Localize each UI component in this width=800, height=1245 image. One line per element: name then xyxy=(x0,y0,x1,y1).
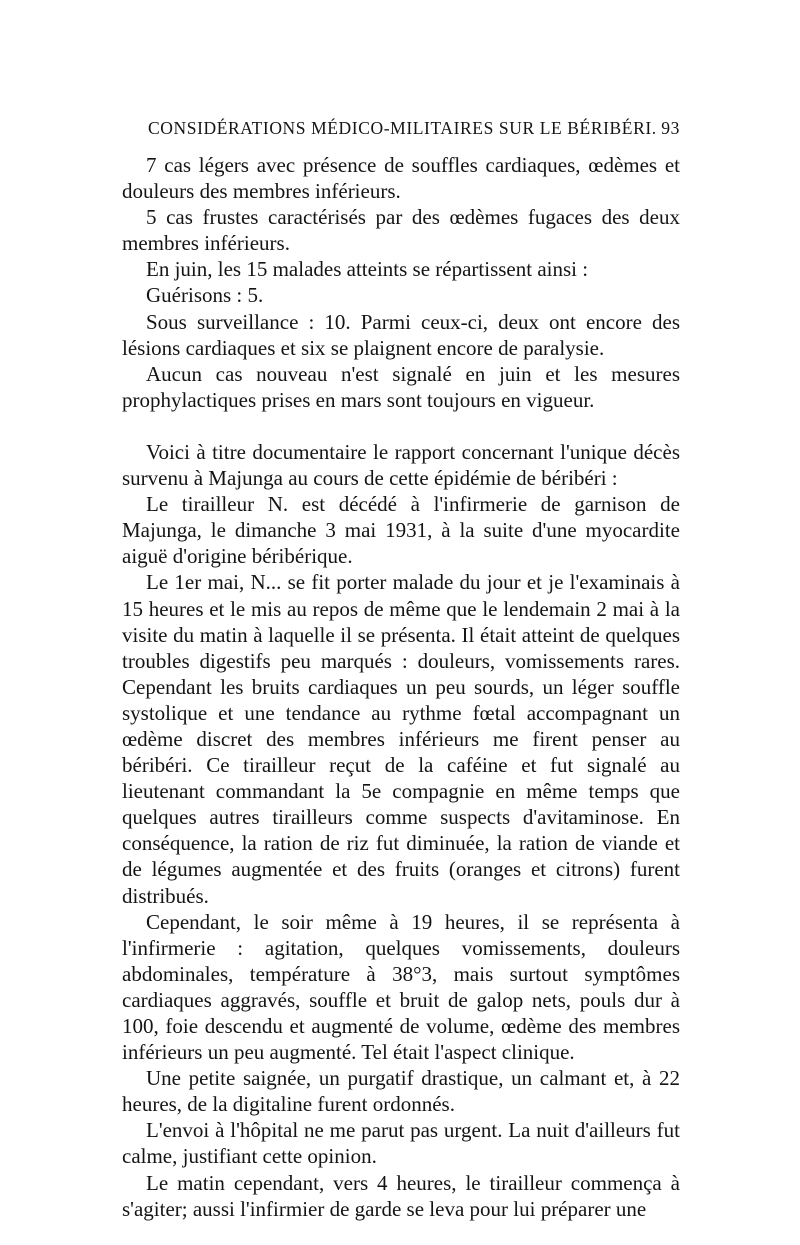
paragraph: Le matin cependant, vers 4 heures, le tirailleur commença à s'agiter; aussi l'infirmier de garde se leva pour lui préparer une xyxy=(122,1170,680,1221)
paragraph: Une petite saignée, un purgatif drastique, un calmant et, à 22 heures, de la digitaline furent ordonnés. xyxy=(122,1066,680,1117)
paragraph: 7 cas légers avec présence de souffles cardiaques, œdèmes et douleurs des membres inférieurs. xyxy=(122,153,680,204)
paragraph: Guérisons : 5. xyxy=(146,283,264,308)
paragraph: Le tirailleur N. est décédé à l'infirmerie de garnison de Majunga, le dimanche 3 mai 1931, à la suite d'une myocardite aiguë d'origine béribérique. xyxy=(122,492,680,569)
paragraph: L'envoi à l'hôpital ne me parut pas urgent. La nuit d'ailleurs fut calme, justifiant cette opinion. xyxy=(122,1118,680,1169)
running-header xyxy=(148,118,680,139)
header-title: CONSIDÉRATIONS MÉDICO-MILITAIRES SUR LE BÉRIBÉRI. xyxy=(148,118,657,138)
section-gap xyxy=(122,413,680,439)
paragraph: Cependant, le soir même à 19 heures, il se représenta à l'infirmerie : agitation, quelques vomissements, douleurs abdominales, température à 38°3, mais surtout symptômes cardiaques aggravés, souffle et bruit de galop nets, pouls dur à 100, foie descendu et augmenté de volume, œdème des membres inférieurs un peu augmenté. Tel était l'aspect clinique. xyxy=(122,909,680,1065)
page-number: 93 xyxy=(661,118,680,138)
paragraph: 5 cas frustes caractérisés par des œdèmes fugaces des deux membres inférieurs. xyxy=(122,205,680,256)
paragraph: Sous surveillance : 10. Parmi ceux-ci, deux ont encore des lésions cardiaques et six se plaignent encore de paralysie. xyxy=(122,309,680,360)
paragraph: Aucun cas nouveau n'est signalé en juin et les mesures prophylactiques prises en mars sont toujours en vigueur. xyxy=(122,361,680,412)
paragraph: Voici à titre documentaire le rapport concernant l'unique décès survenu à Majunga au cours de cette épidémie de béribéri : xyxy=(122,439,680,491)
paragraph: Le 1er mai, N... se fit porter malade du jour et je l'examinais à 15 heures et le mis au repos de même que le lendemain 2 mai à la visite du matin à laquelle il se présenta. Il était atteint de quelques troubles digestifs peu marqués : douleurs, vomissements rares. Cependant les bruits cardiaques un peu sourds, un léger souffle systolique et une tendance au rythme fœtal accompagnant un œdème discret des membres inférieurs me firent penser au béribéri. Ce tirailleur reçut de la caféine et fut signalé au lieutenant commandant la 5e compagnie en même temps que quelques autres tirailleurs comme suspects d'avitaminose. En conséquence, la ration de riz fut diminuée, la ration de viande et de légumes augmentée et des fruits (oranges et citrons) furent distribués. xyxy=(122,570,680,908)
body-text xyxy=(122,152,680,1222)
paragraph: En juin, les 15 malades atteints se répartissent ainsi : xyxy=(146,257,589,282)
